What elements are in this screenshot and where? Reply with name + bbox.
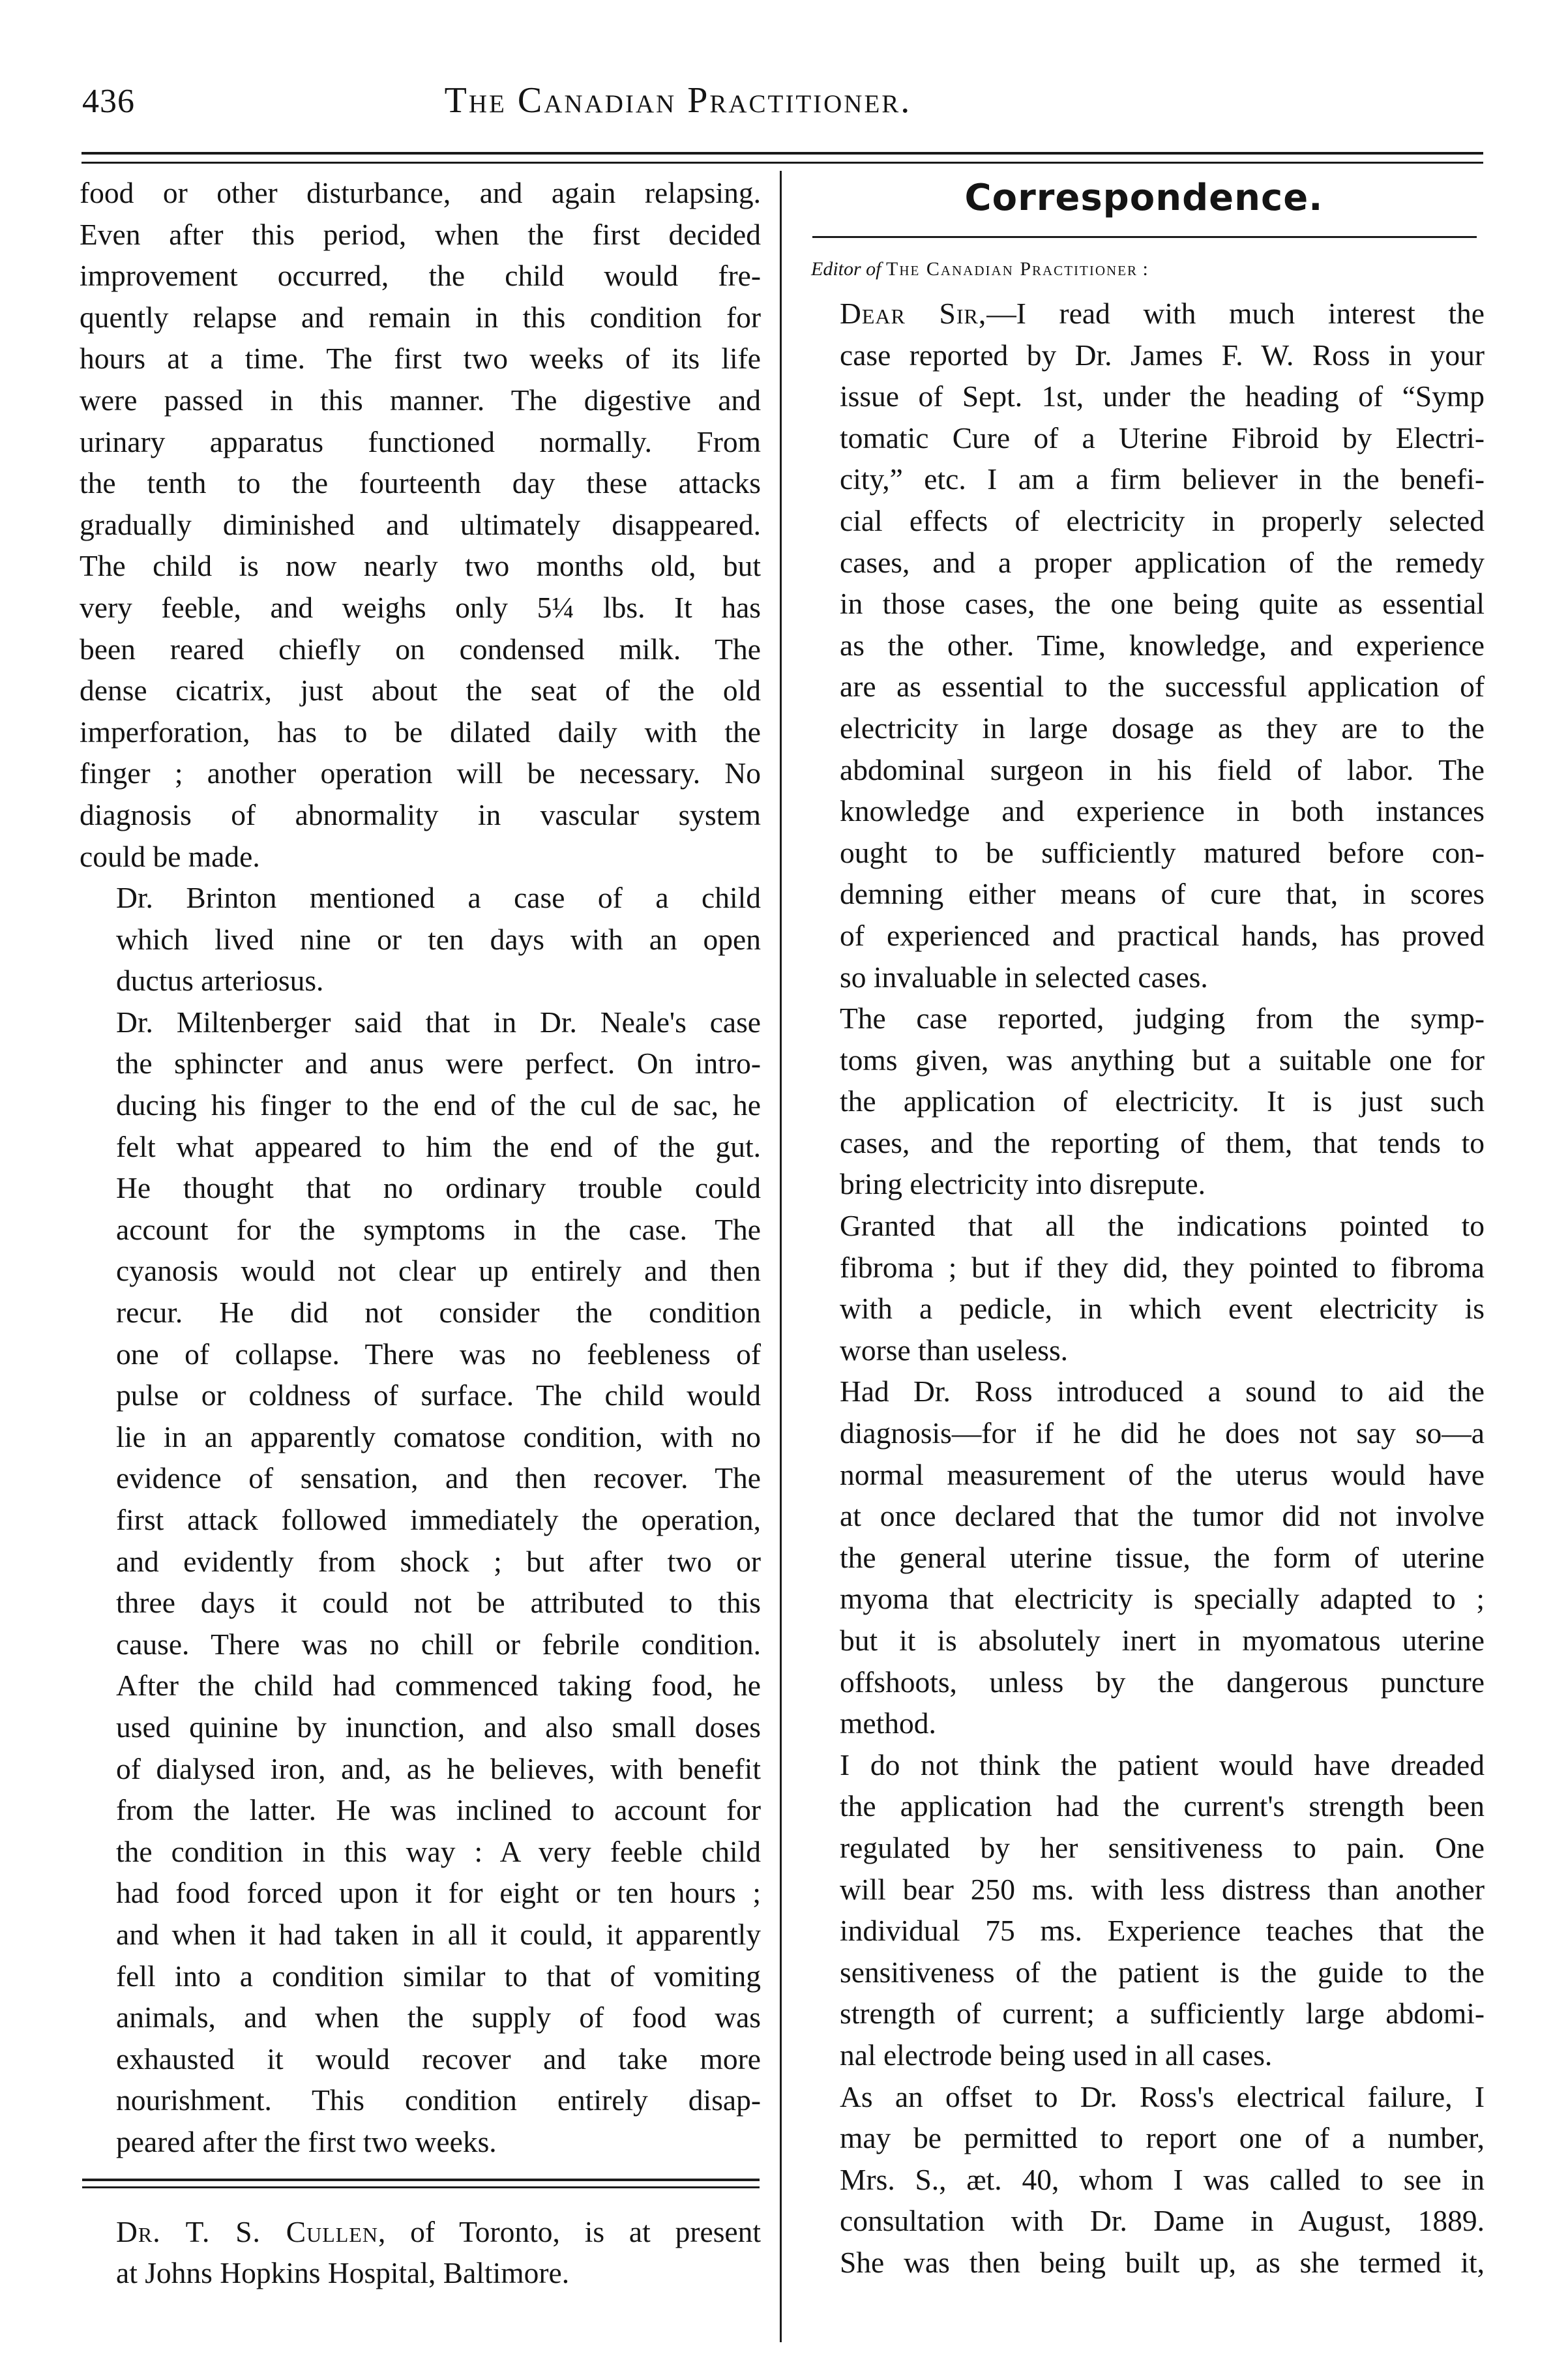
text-line: improvement occurred, the child would fre-: [80, 259, 761, 293]
text-line: tomatic Cure of a Uterine Fibroid by Electri-: [840, 421, 1485, 454]
header-double-rule: [81, 152, 1483, 155]
text-line: with a pedicle, in which event electricity is: [840, 1292, 1485, 1326]
text-line: normal measurement of the uterus would have: [840, 1457, 1485, 1491]
text-line: as the other. Time, knowledge, and experience: [840, 628, 1485, 662]
text-line: the application of electricity. It is just such: [840, 1084, 1485, 1118]
paragraph: [803, 1371, 1485, 1744]
text-line: three days it could not be attributed to this: [116, 1586, 761, 1620]
text-line: toms given, was anything but a suitable one for: [840, 1043, 1485, 1077]
paragraph: [803, 1205, 1485, 1371]
news-item-cullen: [80, 2211, 761, 2294]
paragraph: [803, 1744, 1485, 2076]
text-line: could be made.: [80, 839, 260, 873]
text-line: After the child had commenced taking food, he: [116, 1669, 761, 1703]
text-line: been reared chiefly on condensed milk. The: [80, 632, 761, 666]
text-line: at once declared that the tumor did not involve: [840, 1499, 1485, 1533]
text-line: of experienced and practical hands, has proved: [840, 918, 1485, 952]
text-line: pulse or coldness of surface. The child would: [116, 1378, 761, 1412]
text-line: issue of Sept. 1st, under the heading of “Symp: [840, 380, 1485, 413]
salutation-journal: The Canadian Practitioner: [886, 258, 1138, 280]
text-line: the general uterine tissue, the form of uterine: [840, 1540, 1485, 1574]
text-line: one of collapse. There was no feebleness of: [116, 1337, 761, 1371]
text-line: Had Dr. Ross introduced a sound to aid the: [840, 1375, 1485, 1408]
text-line: strength of current; a sufficiently large abdomi-: [840, 1997, 1485, 2031]
section-title-correspondence: Correspondence.: [964, 177, 1324, 219]
text-line: cases, and the reporting of them, that tends to: [840, 1125, 1485, 1159]
text-line: individual 75 ms. Experience teaches that the: [840, 1914, 1485, 1948]
text-line: Mrs. S., æt. 40, whom I was called to see in: [840, 2162, 1485, 2196]
paragraph: [803, 998, 1485, 1205]
left-column: [80, 172, 761, 2294]
text-line: hours at a time. The first two weeks of its life: [80, 342, 761, 376]
paragraph: [80, 172, 761, 877]
text-line: will bear 250 ms. with less distress than another: [840, 1872, 1485, 1906]
section-double-rule: [80, 2179, 761, 2189]
text-line: of dialysed iron, and, as he believes, with benefit: [116, 1751, 761, 1785]
text-line: exhausted it would recover and take more: [116, 2042, 761, 2076]
text-line: demning either means of cure that, in scores: [840, 877, 1485, 911]
text-line: recur. He did not consider the condition: [116, 1296, 761, 1330]
salutation-italic: Editor of: [811, 258, 881, 280]
text-line: Dr. Brinton mentioned a case of a child: [116, 881, 761, 915]
text-line: used quinine by inunction, and also small doses: [116, 1710, 761, 1744]
salutation-suffix: :: [1138, 258, 1148, 280]
salutation-address: [803, 256, 1485, 282]
text-line: cial effects of electricity in properly selected: [840, 503, 1485, 537]
text-line: finger ; another operation will be necessary. No: [80, 756, 761, 790]
text-line: abdominal surgeon in his field of labor. The: [840, 752, 1485, 786]
text-line: worse than useless.: [840, 1333, 1069, 1367]
text-line: were passed in this manner. The digestive and: [80, 383, 761, 417]
text-line: fibroma ; but if they did, they pointed to fibroma: [840, 1250, 1485, 1284]
text-line: in those cases, the one being quite as essential: [840, 587, 1485, 621]
text-line: lie in an apparently comatose condition, with no: [116, 1420, 761, 1453]
text-line: nal electrode being used in all cases.: [840, 2038, 1273, 2072]
text-line: the condition in this way : A very feeble child: [116, 1834, 761, 1868]
text-line: sensitiveness of the patient is the guide to the: [840, 1955, 1485, 1989]
text-line: account for the symptoms in the case. The: [116, 1212, 761, 1246]
text-line: food or other disturbance, and again relapsing.: [80, 176, 761, 209]
text-line: myoma that electricity is specially adapted to ;: [840, 1582, 1485, 1616]
text-line: may be permitted to report one of a number,: [840, 2121, 1485, 2155]
text-line: from the latter. He was inclined to account for: [116, 1793, 761, 1827]
text-line: The child is now nearly two months old, but: [80, 549, 761, 583]
news-item-name: Dr. T. S. Cullen: [116, 2214, 378, 2248]
text-line: He thought that no ordinary trouble could: [116, 1171, 761, 1205]
text-line: are as essential to the successful application of: [840, 670, 1485, 704]
text-line: and when it had taken in all it could, it apparently: [116, 1917, 761, 1951]
text-line: quently relapse and remain in this condition for: [80, 300, 761, 334]
section-title-rule: [812, 236, 1477, 238]
journal-title: The Canadian Practitioner.: [444, 80, 912, 121]
letter-opening: Dear Sir,: [840, 297, 987, 330]
text-line: dense cicatrix, just about the seat of the old: [80, 674, 761, 707]
text-line: felt what appeared to him the end of the gut.: [116, 1129, 761, 1163]
text-line: animals, and when the supply of food was: [116, 2001, 761, 2034]
text-line: Granted that all the indications pointed to: [840, 1209, 1485, 1243]
paragraph: [80, 877, 761, 1002]
running-head: [78, 77, 1487, 129]
text-line: but it is absolutely inert in myomatous uterine: [840, 1624, 1485, 1657]
text-line: Dear Sir,—I read with much interest the: [840, 297, 1485, 330]
text-line: ducing his finger to the end of the cul de sac, he: [116, 1088, 761, 1122]
text-line: electricity in large dosage as they are to the: [840, 711, 1485, 745]
text-line: bring electricity into disrepute.: [840, 1167, 1206, 1201]
right-column-paragraphs: [803, 293, 1485, 2284]
text-line: imperforation, has to be dilated daily with the: [80, 715, 761, 749]
paragraph: [803, 2076, 1485, 2284]
text-line: cases, and a proper application of the remedy: [840, 545, 1485, 579]
text-line: Even after this period, when the first decided: [80, 217, 761, 251]
text-line: the application had the current's strength been: [840, 1789, 1485, 1823]
text-line: consultation with Dr. Dame in August, 1889.: [840, 2204, 1485, 2238]
paragraph: [80, 1002, 761, 2163]
text-line: peared after the first two weeks.: [116, 2124, 497, 2158]
text-line: offshoots, unless by the dangerous puncture: [840, 1665, 1485, 1699]
text-line: so invaluable in selected cases.: [840, 960, 1208, 994]
text-line: regulated by her sensitiveness to pain. One: [840, 1830, 1485, 1864]
text-line: had food forced upon it for eight or ten hours ;: [116, 1876, 761, 1910]
text-line: method.: [840, 1706, 936, 1740]
text-line: evidence of sensation, and then recover. The: [116, 1461, 761, 1495]
text-line: cause. There was no chill or febrile condition.: [116, 1627, 761, 1661]
text-line: the tenth to the fourteenth day these attacks: [80, 466, 761, 500]
paragraph: [803, 293, 1485, 998]
text-line: cyanosis would not clear up entirely and then: [116, 1254, 761, 1288]
text-line: gradually diminished and ultimately disappeared.: [80, 507, 761, 541]
text-line: Dr. Miltenberger said that in Dr. Neale's case: [116, 1005, 761, 1039]
news-item-line1: , of Toronto, is at present: [377, 2214, 761, 2248]
text-line: case reported by Dr. James F. W. Ross in your: [840, 338, 1485, 372]
text-line: knowledge and experience in both instances: [840, 794, 1485, 828]
column-divider: [780, 171, 782, 2342]
news-item-line2: at Johns Hopkins Hospital, Baltimore.: [116, 2256, 570, 2290]
text-line: nourishment. This condition entirely disap-: [116, 2083, 761, 2117]
text-line: city,” etc. I am a firm believer in the benefi-: [840, 462, 1485, 496]
text-line: ductus arteriosus.: [116, 964, 324, 998]
text-line: She was then being built up, as she termed it,: [840, 2245, 1485, 2279]
text-line: diagnosis—for if he did he does not say so—a: [840, 1416, 1485, 1450]
text-line: which lived nine or ten days with an open: [116, 922, 761, 956]
page-number: 436: [82, 83, 135, 120]
text-line: fell into a condition similar to that of vomiting: [116, 1959, 761, 1993]
text-line: diagnosis of abnormality in vascular system: [80, 797, 761, 831]
left-column-paragraphs: [80, 172, 761, 2163]
text-line: The case reported, judging from the symp-: [840, 1002, 1485, 1035]
text-line: As an offset to Dr. Ross's electrical failure, I: [840, 2079, 1485, 2113]
text-line: and evidently from shock ; but after two or: [116, 1544, 761, 1578]
text-line: first attack followed immediately the operation,: [116, 1503, 761, 1536]
right-column: [803, 172, 1485, 2284]
text-line: ought to be sufficiently matured before con-: [840, 835, 1485, 869]
text-line: urinary apparatus functioned normally. From: [80, 424, 761, 458]
text-line: the sphincter and anus were perfect. On intro-: [116, 1047, 761, 1080]
text-line: I do not think the patient would have dreaded: [840, 1748, 1485, 1781]
text-line: very feeble, and weighs only 5¼ lbs. It has: [80, 590, 761, 624]
